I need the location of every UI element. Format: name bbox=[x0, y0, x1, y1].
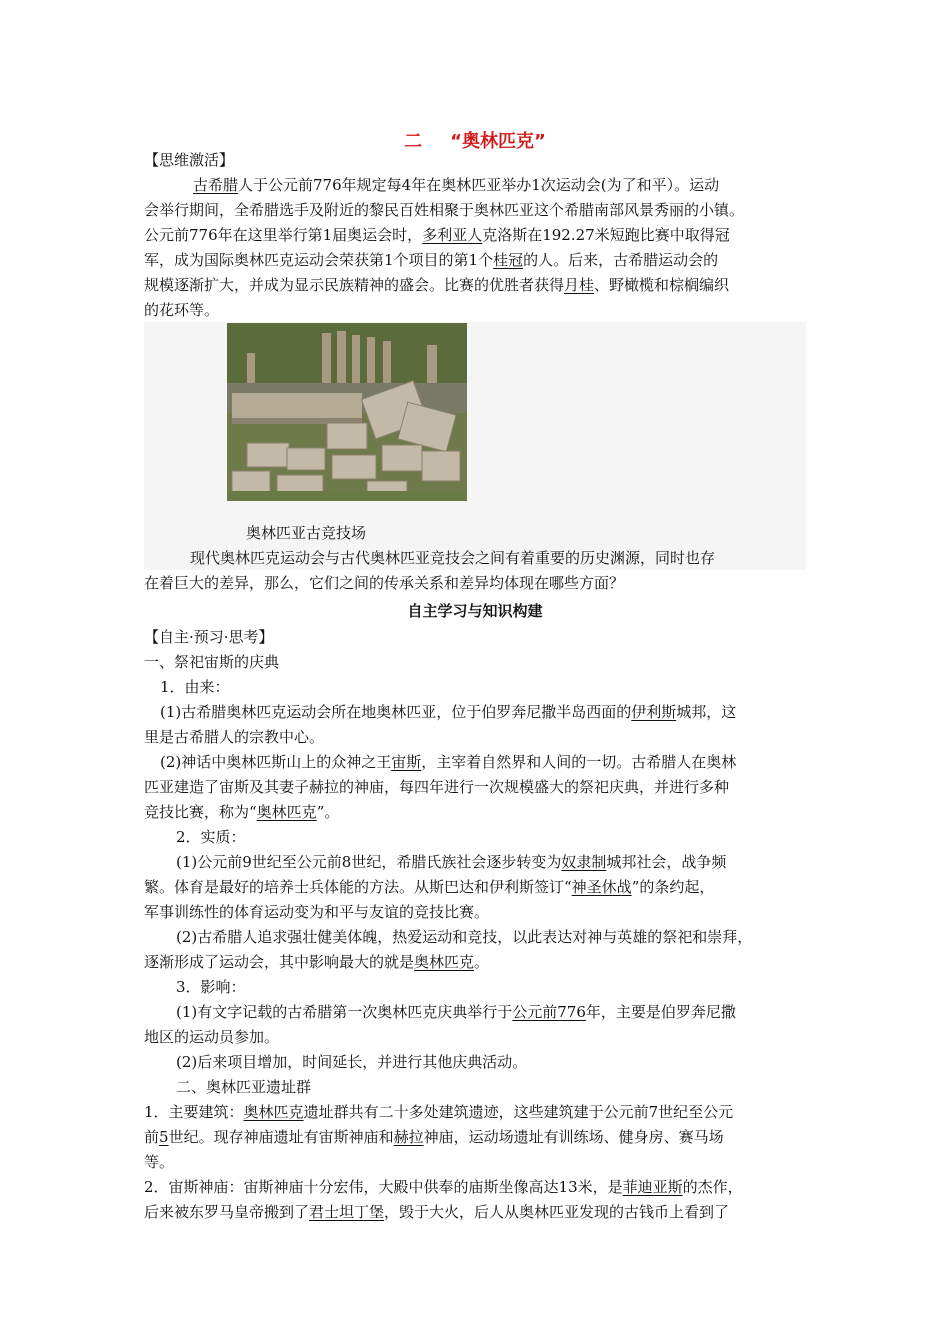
underlined-term: 赫拉 bbox=[393, 1128, 424, 1146]
text-span: ”。 bbox=[316, 803, 340, 821]
lesson-number: 二 bbox=[404, 131, 423, 152]
para1-line1 bbox=[193, 173, 863, 197]
text-span: 后来被东罗马皇帝搬到了 bbox=[144, 1203, 310, 1221]
text-span: 城邦社会，战争频 bbox=[606, 853, 727, 871]
s1-title: 一、祭祀宙斯的庆典 bbox=[144, 653, 280, 671]
text-span: 遗址群共有二十多处建筑遗迹，这些建筑建于公元前7世纪至公元 bbox=[303, 1103, 734, 1121]
s2-b2-line1 bbox=[144, 1175, 814, 1199]
text-span: 繁。体育是最好的培养士兵体能的方法。从斯巴达和伊利斯签订“ bbox=[144, 878, 572, 896]
s1-n2-line1: (2)古希腊人追求强壮健美体魄，热爱运动和竞技，以此表达对神与英雄的祭祀和崇拜， bbox=[176, 928, 753, 946]
underlined-term: 桂冠 bbox=[493, 251, 524, 269]
s1-nature: 2．实质： bbox=[176, 828, 246, 846]
s2-title: 二、奥林匹亚遗址群 bbox=[176, 1078, 312, 1096]
underlined-term: 月桂 bbox=[564, 276, 595, 294]
s1-o2-line2: 匹亚建造了宙斯及其妻子赫拉的神庙，每四年进行一次规模盛大的祭祀庆典，并进行多种 bbox=[144, 778, 730, 796]
s1-i1-line1 bbox=[176, 1000, 846, 1024]
underlined-term: 奴隶制 bbox=[561, 853, 607, 871]
text-span: ”的条约起， bbox=[631, 878, 715, 896]
text-span: ，毁于大火，后人从奥林匹亚发现的古钱币上看到了 bbox=[384, 1203, 730, 1221]
s1-i1-line2: 地区的运动员参加。 bbox=[144, 1028, 280, 1046]
text-span: 神庙，运动场遗址有训练场、健身房、赛马场 bbox=[423, 1128, 724, 1146]
underlined-term: 5 bbox=[159, 1128, 169, 1146]
text-span: 年，主要是伯罗奔尼撒 bbox=[585, 1003, 736, 1021]
olympia-ruins-photo bbox=[227, 323, 467, 501]
text-span: 公元前776年在这里举行第1届奥运会时， bbox=[144, 226, 423, 244]
text-span: ，主宰着自然界和人间的一切。古希腊人在奥林 bbox=[421, 753, 737, 771]
para1-line4 bbox=[144, 248, 814, 272]
para2-line2: 在着巨大的差异，那么，它们之间的传承关系和差异均体现在哪些方面？ bbox=[144, 574, 625, 592]
text-span: 的杰作， bbox=[682, 1178, 743, 1196]
s2-b1-line2 bbox=[144, 1125, 814, 1149]
underlined-term: 公元前776 bbox=[512, 1003, 586, 1021]
s1-origin: 1．由来： bbox=[160, 678, 230, 696]
text-span: 。 bbox=[474, 953, 490, 971]
s1-o2-line3 bbox=[144, 800, 814, 824]
underlined-term: 奥林匹克 bbox=[243, 1103, 304, 1121]
text-span: 规模逐渐扩大，并成为显示民族精神的盛会。比赛的优胜者获得 bbox=[144, 276, 565, 294]
text-span: (1)古希腊奥林匹克运动会所在地奥林匹亚，位于伯罗奔尼撒半岛西面的 bbox=[160, 703, 632, 721]
s1-n2-line2 bbox=[144, 950, 814, 974]
underlined-term: 伊利斯 bbox=[631, 703, 677, 721]
underlined-term: 奥林匹克 bbox=[414, 953, 475, 971]
section-think-heading: 【思维激活】 bbox=[144, 151, 235, 169]
text-span: 人于公元前776年规定每4年在奥林匹亚举办1次运动会(为了和平）。运动 bbox=[238, 176, 720, 194]
s1-o1-line1 bbox=[160, 700, 830, 724]
s1-n1-line1 bbox=[176, 850, 846, 874]
text-span: 军，成为国际奥林匹克运动会荣获第1个项目的第1个 bbox=[144, 251, 494, 269]
underlined-term: 菲迪亚斯 bbox=[622, 1178, 683, 1196]
lesson-title-text: “奥林匹克” bbox=[450, 131, 546, 152]
para2-line1: 现代奥林匹克运动会与古代奥林匹亚竞技会之间有着重要的历史渊源，同时也存 bbox=[190, 549, 716, 567]
s1-o1-line2: 里是古希腊人的宗教中心。 bbox=[144, 728, 325, 746]
text-span: 的人。后来，古希腊运动会的 bbox=[523, 251, 719, 269]
photo-caption: 奥林匹亚古竞技场 bbox=[246, 524, 367, 542]
text-span: 竞技比赛，称为“ bbox=[144, 803, 257, 821]
s2-b1-line3: 等。 bbox=[144, 1153, 175, 1171]
text-span: 克洛斯在192.27米短跑比赛中取得冠 bbox=[482, 226, 730, 244]
para1-line5 bbox=[144, 273, 814, 297]
text-span: 1．主要建筑： bbox=[144, 1103, 244, 1121]
text-span: 、野橄榄和棕榈编织 bbox=[594, 276, 730, 294]
para1-line2: 会举行期间，全希腊选手及附近的黎民百姓相聚于奥林匹亚这个希腊南部风景秀丽的小镇。 bbox=[144, 201, 745, 219]
underlined-term: 古希腊 bbox=[193, 176, 239, 194]
section-heading-study: 自主学习与知识构建 bbox=[407, 602, 543, 620]
s1-impact: 3．影响： bbox=[176, 978, 246, 996]
underlined-term: 奥林匹克 bbox=[256, 803, 317, 821]
section-self-heading: 【自主·预习·思考】 bbox=[144, 628, 274, 646]
para1-line6: 的花环等。 bbox=[144, 301, 220, 319]
text-span: 逐渐形成了运动会，其中影响最大的就是 bbox=[144, 953, 415, 971]
s2-b1-line1 bbox=[144, 1100, 814, 1124]
s2-b2-line2 bbox=[144, 1200, 814, 1224]
s1-n1-line2 bbox=[144, 875, 814, 899]
text-span: 城邦，这 bbox=[676, 703, 737, 721]
text-span: (1)有文字记载的古希腊第一次奥林匹克庆典举行于 bbox=[176, 1003, 513, 1021]
text-span: 世纪。现存神庙遗址有宙斯神庙和 bbox=[168, 1128, 394, 1146]
s1-i2: (2)后来项目增加，时间延长，并进行其他庆典活动。 bbox=[176, 1053, 528, 1071]
text-span: (2)神话中奥林匹斯山上的众神之王 bbox=[160, 753, 392, 771]
text-span: (1)公元前9世纪至公元前8世纪，希腊氏族社会逐步转变为 bbox=[176, 853, 562, 871]
underlined-term: 神圣休战 bbox=[571, 878, 632, 896]
underlined-term: 多利亚人 bbox=[422, 226, 483, 244]
s1-o2-line1 bbox=[160, 750, 830, 774]
underlined-term: 宙斯 bbox=[391, 753, 422, 771]
para1-line3 bbox=[144, 223, 814, 247]
underlined-term: 君士坦丁堡 bbox=[309, 1203, 385, 1221]
s1-n1-line3: 军事训练性的体育运动变为和平与友谊的竞技比赛。 bbox=[144, 903, 490, 921]
text-span: 前 bbox=[144, 1128, 160, 1146]
text-span: 2．宙斯神庙：宙斯神庙十分宏伟，大殿中供奉的庙斯坐像高达13米，是 bbox=[144, 1178, 623, 1196]
